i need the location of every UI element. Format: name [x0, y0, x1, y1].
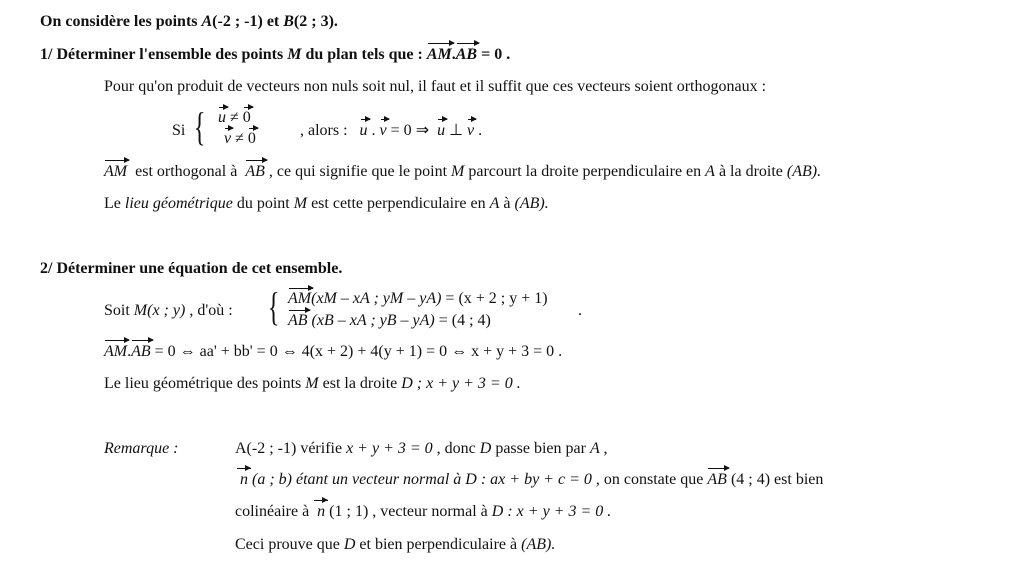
q1-line-1: AM est orthogonal à AB , ce qui signifie que le point M parcourt la droite perpendiculaire en A à la droite (AB).: [104, 163, 822, 180]
q1-paragraph: Pour qu'on produit de vecteurs non nuls soit nul, il faut et il suffit que ces vecteurs soient orthogonaux :: [104, 78, 767, 95]
vector-n: n: [240, 471, 248, 488]
intro-line: On considère les points A(-2 ; -1) et B(2 ; 3).: [40, 13, 338, 30]
point-B: B: [283, 13, 294, 30]
soit-label: Soit M(x ; y) , d'où :: [104, 302, 233, 319]
si-row-1: u ≠ 0: [218, 109, 251, 126]
vector-AM: AM: [426, 46, 452, 63]
q1-title: 1/ Déterminer l'ensemble des points M du plan tels que : AM.AB = 0 .: [40, 46, 511, 63]
soit-row-1: AM(xM – xA ; yM – yA) = (x + 2 ; y + 1): [288, 290, 548, 307]
brace-soit: {: [267, 284, 280, 329]
vector-AB: AB: [455, 46, 478, 63]
remark-line-4: Ceci prouve que D et bien perpendiculaire à (AB).: [235, 536, 556, 553]
soit-row-2: AB (xB – xA ; yB – yA) = (4 ; 4): [288, 312, 491, 329]
remark-line-1: A(-2 ; -1) vérifie x + y + 3 = 0 , donc D passe bien par A ,: [235, 440, 608, 457]
remark-line-2: n (a ; b) étant un vecteur normal à D : ax + by + c = 0 , on constate que AB (4 ; 4) est bien: [240, 471, 824, 488]
si-label: Si: [172, 122, 186, 139]
si-conclusion: , alors : u . v = 0 ⇒ u ⊥ v .: [300, 122, 483, 139]
remark-label: Remarque :: [104, 440, 179, 457]
point-A: A: [201, 13, 213, 30]
q2-equivalence: AM.AB = 0 ⇔ aa' + bb' = 0 ⇔ 4(x + 2) + 4(y + 1) = 0 ⇔ x + y + 3 = 0 .: [104, 343, 563, 360]
brace-si: {: [193, 104, 206, 149]
q1-line-2: Le lieu géométrique du point M est cette perpendiculaire en A à (AB).: [104, 195, 549, 212]
q2-lieu: Le lieu géométrique des points M est la droite D ; x + y + 3 = 0 .: [104, 375, 521, 392]
remark-line-3: colinéaire à n (1 ; 1) , vecteur normal à D : x + y + 3 = 0 .: [235, 503, 612, 520]
si-row-2: v ≠ 0: [224, 130, 256, 147]
q2-title: 2/ Déterminer une équation de cet ensemble.: [40, 260, 343, 277]
